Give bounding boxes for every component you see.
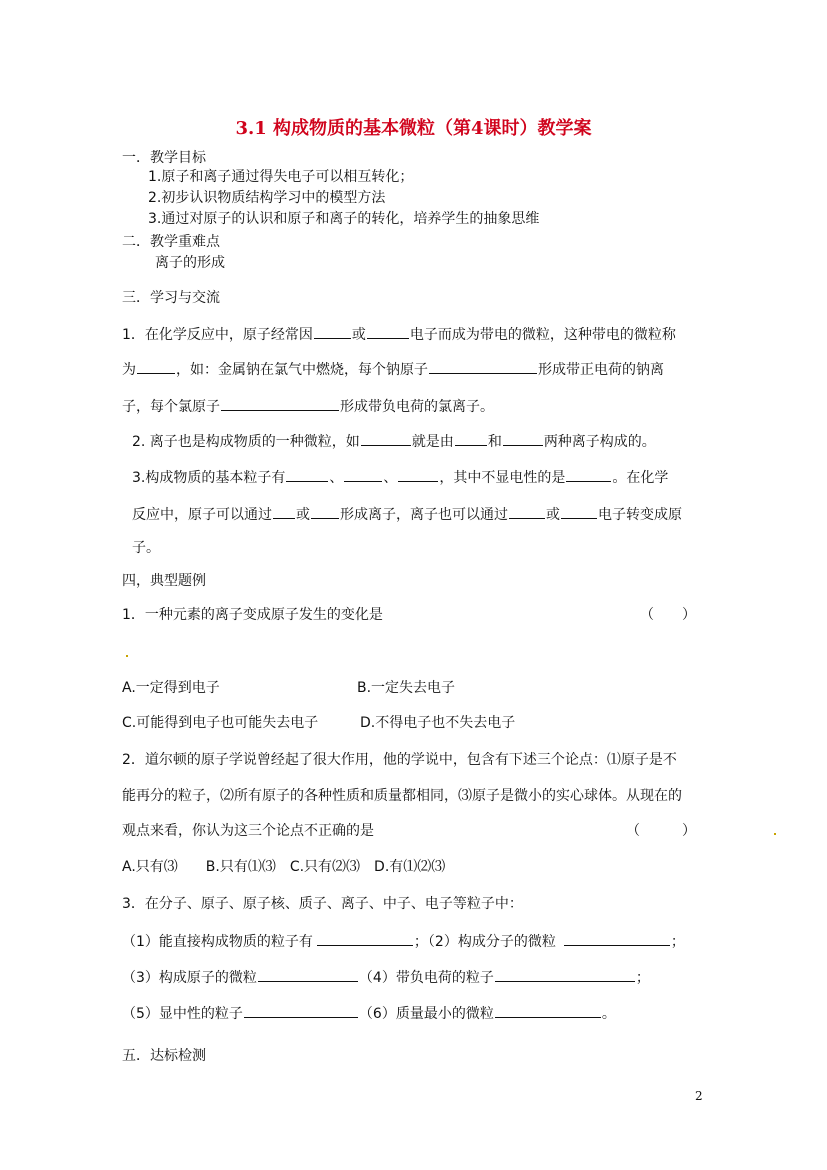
answer-blank[interactable] — [286, 466, 328, 482]
question-4-3-row-2 — [122, 966, 650, 988]
text: ； — [670, 934, 685, 950]
answer-blank[interactable] — [273, 503, 295, 519]
text: 、 — [383, 470, 398, 486]
key-point-text: 离子的形成 — [155, 255, 225, 271]
text: 为 — [122, 362, 136, 378]
question-3-3-line-2 — [132, 503, 682, 525]
question-4-2-options[interactable]: A.只有⑶ B.只有⑴⑶ C.只有⑵⑶ D.有⑴⑵⑶ — [122, 859, 446, 875]
text: （4）带负电荷的粒子 — [358, 970, 494, 986]
question-3-1-line-3 — [122, 395, 494, 417]
text: 2. 离子也是构成物质的一种微粒，如 — [132, 434, 360, 450]
text: 和 — [487, 434, 502, 450]
answer-parenthesis[interactable]: （ ） — [640, 607, 696, 623]
question-4-3-row-1 — [122, 930, 685, 952]
text: 3.构成物质的基本粒子有 — [132, 470, 286, 486]
text: 或 — [351, 327, 366, 343]
answer-blank[interactable] — [429, 358, 537, 374]
text: 形成离子，离子也可以通过 — [340, 507, 508, 523]
answer-blank[interactable] — [495, 1002, 601, 1018]
page-number: 2 — [695, 1089, 703, 1103]
option-d[interactable]: D.不得电子也不失去电子 — [360, 715, 516, 731]
question-3-1-line-2 — [122, 358, 664, 380]
answer-blank[interactable] — [137, 358, 175, 374]
question-4-3-stem: 3．在分子、原子、原子核、质子、离子、中子、电子等粒子中： — [122, 896, 523, 912]
answer-blank[interactable] — [561, 503, 597, 519]
text: 或 — [546, 507, 560, 523]
text: 电子而成为带电的微粒，这种带电的微粒称 — [409, 327, 676, 343]
section-5-heading: 五．达标检测 — [122, 1048, 206, 1064]
text: ，如：金属钠在氯气中燃烧，每个钠原子 — [176, 362, 428, 378]
question-3-3-line-3: 子。 — [132, 540, 160, 556]
text: 电子转变成原 — [598, 507, 682, 523]
objective-item-1: 1.原子和离子通过得失电子可以相互转化； — [148, 169, 414, 185]
text: 反应中，原子可以通过 — [132, 507, 272, 523]
answer-blank[interactable] — [361, 430, 411, 446]
question-3-3-line-1 — [132, 466, 668, 488]
stray-mark — [126, 655, 128, 657]
text: （1）能直接构成物质的粒子有 — [122, 934, 313, 950]
question-4-2-line-2: 能再分的粒子，⑵所有原子的各种性质和质量都相同，⑶原子是微小的实心球体。从现在的 — [122, 788, 682, 804]
text: 1．在化学反应中，原子经常因 — [122, 327, 313, 343]
section-3-heading: 三．学习与交流 — [122, 290, 220, 306]
answer-blank[interactable] — [509, 503, 545, 519]
answer-blank[interactable] — [495, 966, 635, 982]
answer-blank[interactable] — [314, 323, 351, 339]
option-b[interactable]: B.一定失去电子 — [357, 680, 456, 696]
objective-item-2: 2.初步认识物质结构学习中的模型方法 — [148, 190, 386, 206]
answer-blank[interactable] — [317, 930, 413, 946]
text: （3）构成原子的微粒 — [122, 970, 257, 986]
option-a[interactable]: A.一定得到电子 — [122, 680, 220, 696]
answer-blank[interactable] — [566, 466, 611, 482]
document-title: 3.1 构成物质的基本微粒（第4课时）教学案 — [235, 118, 592, 139]
text: 就是由 — [411, 434, 454, 450]
answer-blank[interactable] — [311, 503, 339, 519]
text: 形成带负电荷的氯离子。 — [340, 399, 494, 415]
answer-blank[interactable] — [221, 395, 339, 411]
question-4-2-line-3: 观点来看，你认为这三个论点不正确的是 — [122, 823, 374, 839]
section-1-heading: 一．教学目标 — [122, 150, 206, 166]
text: ； — [635, 970, 650, 986]
text: 两种离子构成的。 — [543, 434, 656, 450]
text: 形成带正电荷的钠离 — [538, 362, 664, 378]
question-3-1-line-1 — [122, 323, 676, 345]
answer-parenthesis[interactable]: （ ） — [626, 823, 696, 839]
section-4-heading: 四，典型题例 — [122, 573, 206, 589]
answer-blank[interactable] — [258, 966, 358, 982]
text: ；（2）构成分子的微粒 — [413, 934, 556, 950]
answer-blank[interactable] — [244, 1002, 358, 1018]
answer-blank[interactable] — [455, 430, 487, 446]
text: 子，每个氯原子 — [122, 399, 220, 415]
stray-mark — [774, 833, 776, 835]
option-c[interactable]: C.可能得到电子也可能失去电子 — [122, 715, 319, 731]
section-2-heading: 二．教学重难点 — [122, 234, 220, 250]
question-3-2 — [132, 430, 656, 452]
question-4-3-row-3 — [122, 1002, 616, 1024]
text: 。在化学 — [612, 470, 669, 486]
answer-blank[interactable] — [398, 466, 438, 482]
text: ，其中不显电性的是 — [439, 470, 566, 486]
answer-blank[interactable] — [367, 323, 409, 339]
question-4-2-line-1: 2．道尔顿的原子学说曾经起了很大作用，他的学说中，包含有下述三个论点：⑴原子是不 — [122, 752, 677, 768]
text: 、 — [329, 470, 344, 486]
text: （6）质量最小的微粒 — [358, 1006, 494, 1022]
answer-blank[interactable] — [344, 466, 382, 482]
answer-blank[interactable] — [503, 430, 543, 446]
text: 或 — [296, 507, 310, 523]
question-4-1-stem: 1．一种元素的离子变成原子发生的变化是 — [122, 607, 383, 623]
text: （5）显中性的粒子 — [122, 1006, 243, 1022]
text: 。 — [601, 1006, 616, 1022]
objective-item-3: 3.通过对原子的认识和原子和离子的转化，培养学生的抽象思维 — [148, 211, 540, 227]
answer-blank[interactable] — [564, 930, 670, 946]
